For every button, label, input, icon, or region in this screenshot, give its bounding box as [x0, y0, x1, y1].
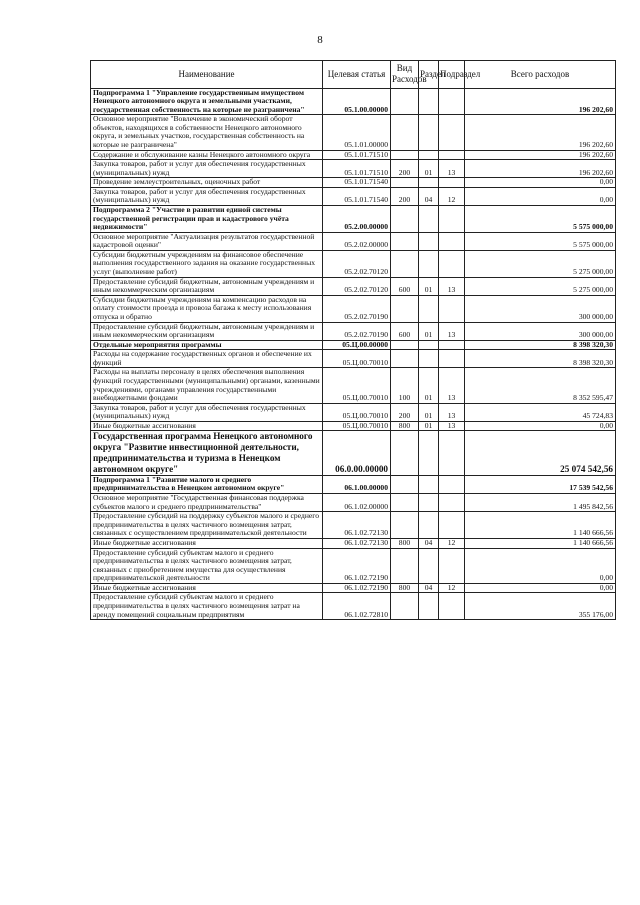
table-row [91, 250, 616, 277]
table-row [91, 421, 616, 431]
row-total: 300 000,00 [465, 295, 616, 322]
row-type [391, 593, 419, 620]
row-total: 0,00 [465, 583, 616, 593]
row-type: 200 [391, 403, 419, 421]
table-row [91, 206, 616, 233]
row-type [391, 548, 419, 583]
row-subsection [439, 206, 465, 233]
header-code: Целевая статья [323, 61, 391, 89]
table-header-row [91, 61, 616, 89]
row-name: Иные бюджетные ассигнования [91, 538, 323, 548]
row-code: 05.2.02.70120 [323, 250, 391, 277]
row-name: Подпрограмма 1 "Управление государственным имуществом Ненецкого автономного округа и земельными участками, государственная собственность на которые не разграничена" [91, 88, 323, 115]
row-total: 196 202,60 [465, 150, 616, 160]
row-type [391, 232, 419, 250]
row-type: 600 [391, 322, 419, 340]
row-type [391, 475, 419, 493]
row-section [419, 232, 439, 250]
row-section [419, 593, 439, 620]
row-section [419, 475, 439, 493]
header-type: Вид Расходов [391, 61, 419, 89]
row-code: 06.1.02.72190 [323, 548, 391, 583]
row-total: 45 724,83 [465, 403, 616, 421]
row-section [419, 340, 439, 350]
row-name: Расходы на выплаты персоналу в целях обеспечения выполнения функций государственными (муниципальными) органами, казенными учреждениями, органами управления государственными внебюджетными фондами [91, 368, 323, 403]
row-name: Иные бюджетные ассигнования [91, 583, 323, 593]
table-row [91, 187, 616, 205]
row-section [419, 431, 439, 475]
row-name: Предоставление субсидий на поддержку субъектов малого и среднего предпринимательства в целях частичного возмещения затрат, связанных с осуществлением предпринимательской деятельности [91, 512, 323, 539]
row-type [391, 150, 419, 160]
row-code: 05.Ц.00.70010 [323, 421, 391, 431]
table-row [91, 593, 616, 620]
row-section: 01 [419, 160, 439, 178]
row-total: 8 352 595,47 [465, 368, 616, 403]
row-name: Отдельные мероприятия программы [91, 340, 323, 350]
row-name: Расходы на содержание государственных органов и обеспечение их функций [91, 350, 323, 368]
row-code: 05.2.02.70190 [323, 295, 391, 322]
row-subsection: 13 [439, 368, 465, 403]
row-code: 05.Ц.00.70010 [323, 403, 391, 421]
row-section [419, 178, 439, 188]
row-section: 04 [419, 583, 439, 593]
table-row [91, 322, 616, 340]
row-name: Содержание и обслуживание казны Ненецкого автономного округа [91, 150, 323, 160]
row-code: 05.Ц.00.70010 [323, 368, 391, 403]
row-section: 01 [419, 368, 439, 403]
row-code: 05.Ц.00.00000 [323, 340, 391, 350]
row-total: 196 202,60 [465, 160, 616, 178]
table-row [91, 431, 616, 475]
row-section: 04 [419, 538, 439, 548]
header-section: Раздел [419, 61, 439, 89]
row-type: 800 [391, 421, 419, 431]
row-total: 25 074 542,56 [465, 431, 616, 475]
row-name: Предоставление субсидий бюджетным, автономным учреждениям и иным некоммерческим организациям [91, 277, 323, 295]
row-code: 05.2.02.70190 [323, 322, 391, 340]
row-total: 1 495 842,56 [465, 494, 616, 512]
row-subsection [439, 340, 465, 350]
row-code: 05.1.01.71540 [323, 178, 391, 188]
row-total: 196 202,60 [465, 88, 616, 115]
row-code: 06.1.02.72130 [323, 538, 391, 548]
table-row [91, 512, 616, 539]
row-total: 0,00 [465, 187, 616, 205]
row-name: Предоставление субсидий субъектам малого и среднего предпринимательства в целях частичного возмещения затрат, связанных с приобретением имущества для осуществления предпринимательской деятельности [91, 548, 323, 583]
row-total: 0,00 [465, 548, 616, 583]
row-type [391, 350, 419, 368]
row-subsection: 12 [439, 583, 465, 593]
row-subsection [439, 178, 465, 188]
row-name: Предоставление субсидий бюджетным, автономным учреждениям и иным некоммерческим организациям [91, 322, 323, 340]
row-code: 05.1.00.00000 [323, 88, 391, 115]
row-subsection [439, 250, 465, 277]
table-row [91, 368, 616, 403]
row-section [419, 548, 439, 583]
row-type [391, 206, 419, 233]
row-section [419, 350, 439, 368]
row-subsection [439, 431, 465, 475]
row-name: Иные бюджетные ассигнования [91, 421, 323, 431]
row-code: 05.1.01.71510 [323, 150, 391, 160]
row-section [419, 295, 439, 322]
row-total: 8 398 320,30 [465, 340, 616, 350]
table-row [91, 548, 616, 583]
row-subsection [439, 548, 465, 583]
row-code: 05.2.02.70120 [323, 277, 391, 295]
row-type [391, 494, 419, 512]
row-code: 06.1.02.72810 [323, 593, 391, 620]
table-row [91, 115, 616, 150]
row-section: 01 [419, 403, 439, 421]
row-subsection [439, 350, 465, 368]
row-name: Закупка товаров, работ и услуг для обеспечения государственных (муниципальных) нужд [91, 187, 323, 205]
row-subsection [439, 512, 465, 539]
row-subsection [439, 150, 465, 160]
table-row [91, 178, 616, 188]
table-row [91, 494, 616, 512]
row-code: 06.1.02.72130 [323, 512, 391, 539]
row-total: 1 140 666,56 [465, 512, 616, 539]
budget-table [90, 60, 616, 620]
row-code: 05.2.02.00000 [323, 232, 391, 250]
table-row [91, 277, 616, 295]
row-type [391, 512, 419, 539]
row-type [391, 178, 419, 188]
row-type [391, 115, 419, 150]
row-total: 1 140 666,56 [465, 538, 616, 548]
row-type: 200 [391, 187, 419, 205]
row-subsection: 13 [439, 403, 465, 421]
row-subsection: 13 [439, 160, 465, 178]
table-row [91, 350, 616, 368]
row-name: Закупка товаров, работ и услуг для обеспечения государственных (муниципальных) нужд [91, 160, 323, 178]
row-total: 355 176,00 [465, 593, 616, 620]
row-code: 05.Ц.00.70010 [323, 350, 391, 368]
row-section [419, 150, 439, 160]
page-number: 8 [317, 34, 323, 46]
row-code: 06.0.00.00000 [323, 431, 391, 475]
row-type: 800 [391, 583, 419, 593]
row-type [391, 431, 419, 475]
row-total: 0,00 [465, 421, 616, 431]
row-name: Подпрограмма 1 "Развитие малого и среднего предпринимательства в Ненецком автономном округе" [91, 475, 323, 493]
row-total: 5 575 000,00 [465, 232, 616, 250]
row-name: Основное мероприятие "Государственная финансовая поддержка субъектов малого и среднего предпринимательства" [91, 494, 323, 512]
row-section [419, 494, 439, 512]
row-total: 196 202,60 [465, 115, 616, 150]
row-subsection [439, 295, 465, 322]
row-name: Подпрограмма 2 "Участие в развитии единой системы государственной регистрации прав и кадастрового учёта недвижимости" [91, 206, 323, 233]
row-subsection: 13 [439, 421, 465, 431]
row-code: 06.1.02.00000 [323, 494, 391, 512]
row-name: Субсидии бюджетным учреждениям на компенсацию расходов на оплату стоимости проезда и провоза багажа к месту использования отпуска и обратно [91, 295, 323, 322]
header-subsection: Подраздел [439, 61, 465, 89]
row-section [419, 115, 439, 150]
row-code: 05.1.01.71540 [323, 187, 391, 205]
row-type [391, 250, 419, 277]
row-section [419, 88, 439, 115]
row-section [419, 512, 439, 539]
row-subsection: 13 [439, 277, 465, 295]
row-total: 0,00 [465, 178, 616, 188]
row-type: 600 [391, 277, 419, 295]
row-subsection: 12 [439, 187, 465, 205]
row-subsection [439, 593, 465, 620]
row-subsection: 12 [439, 538, 465, 548]
table-row [91, 295, 616, 322]
table-row [91, 403, 616, 421]
table-row [91, 88, 616, 115]
row-subsection [439, 88, 465, 115]
row-section: 01 [419, 322, 439, 340]
row-name: Основное мероприятие "Вовлечение в экономический оборот объектов, находящихся в собственности Ненецкого автономного округа, и земельных участков, государственная собственность на которые не разграничена" [91, 115, 323, 150]
table-row [91, 232, 616, 250]
row-section: 04 [419, 187, 439, 205]
row-total: 5 275 000,00 [465, 277, 616, 295]
table-row [91, 160, 616, 178]
row-total: 300 000,00 [465, 322, 616, 340]
row-section [419, 250, 439, 277]
row-section: 01 [419, 277, 439, 295]
row-type: 100 [391, 368, 419, 403]
row-type [391, 295, 419, 322]
table-row [91, 475, 616, 493]
row-subsection [439, 494, 465, 512]
header-name: Наименование [91, 61, 323, 89]
row-section [419, 206, 439, 233]
row-code: 06.1.02.72190 [323, 583, 391, 593]
row-code: 05.1.01.71510 [323, 160, 391, 178]
row-type: 800 [391, 538, 419, 548]
row-subsection: 13 [439, 322, 465, 340]
row-name: Субсидии бюджетным учреждениям на финансовое обеспечение выполнения государственного задания на оказание государственных услуг (выполнение работ) [91, 250, 323, 277]
row-subsection [439, 115, 465, 150]
header-total: Всего расходов [465, 61, 616, 89]
row-subsection [439, 475, 465, 493]
row-name: Закупка товаров, работ и услуг для обеспечения государственных (муниципальных) нужд [91, 403, 323, 421]
row-name: Предоставление субсидий субъектам малого и среднего предпринимательства в целях частичного возмещения затрат на аренду помещений социальным предприятиям [91, 593, 323, 620]
row-code: 05.2.00.00000 [323, 206, 391, 233]
row-name: Проведение землеустроительных, оценочных работ [91, 178, 323, 188]
row-type [391, 340, 419, 350]
table-row [91, 538, 616, 548]
table-body [91, 88, 616, 620]
row-name: Государственная программа Ненецкого автономного округа "Развитие инвестиционной деятельности, предпринимательства и туризма в Ненецком автономном округе" [91, 431, 323, 475]
row-type: 200 [391, 160, 419, 178]
row-total: 5 275 000,00 [465, 250, 616, 277]
row-total: 8 398 320,30 [465, 350, 616, 368]
row-total: 17 539 542,56 [465, 475, 616, 493]
row-type [391, 88, 419, 115]
row-section: 01 [419, 421, 439, 431]
row-code: 06.1.00.00000 [323, 475, 391, 493]
row-code: 05.1.01.00000 [323, 115, 391, 150]
row-total: 5 575 000,00 [465, 206, 616, 233]
row-name: Основное мероприятие "Актуализация результатов государственной кадастровой оценки" [91, 232, 323, 250]
row-subsection [439, 232, 465, 250]
